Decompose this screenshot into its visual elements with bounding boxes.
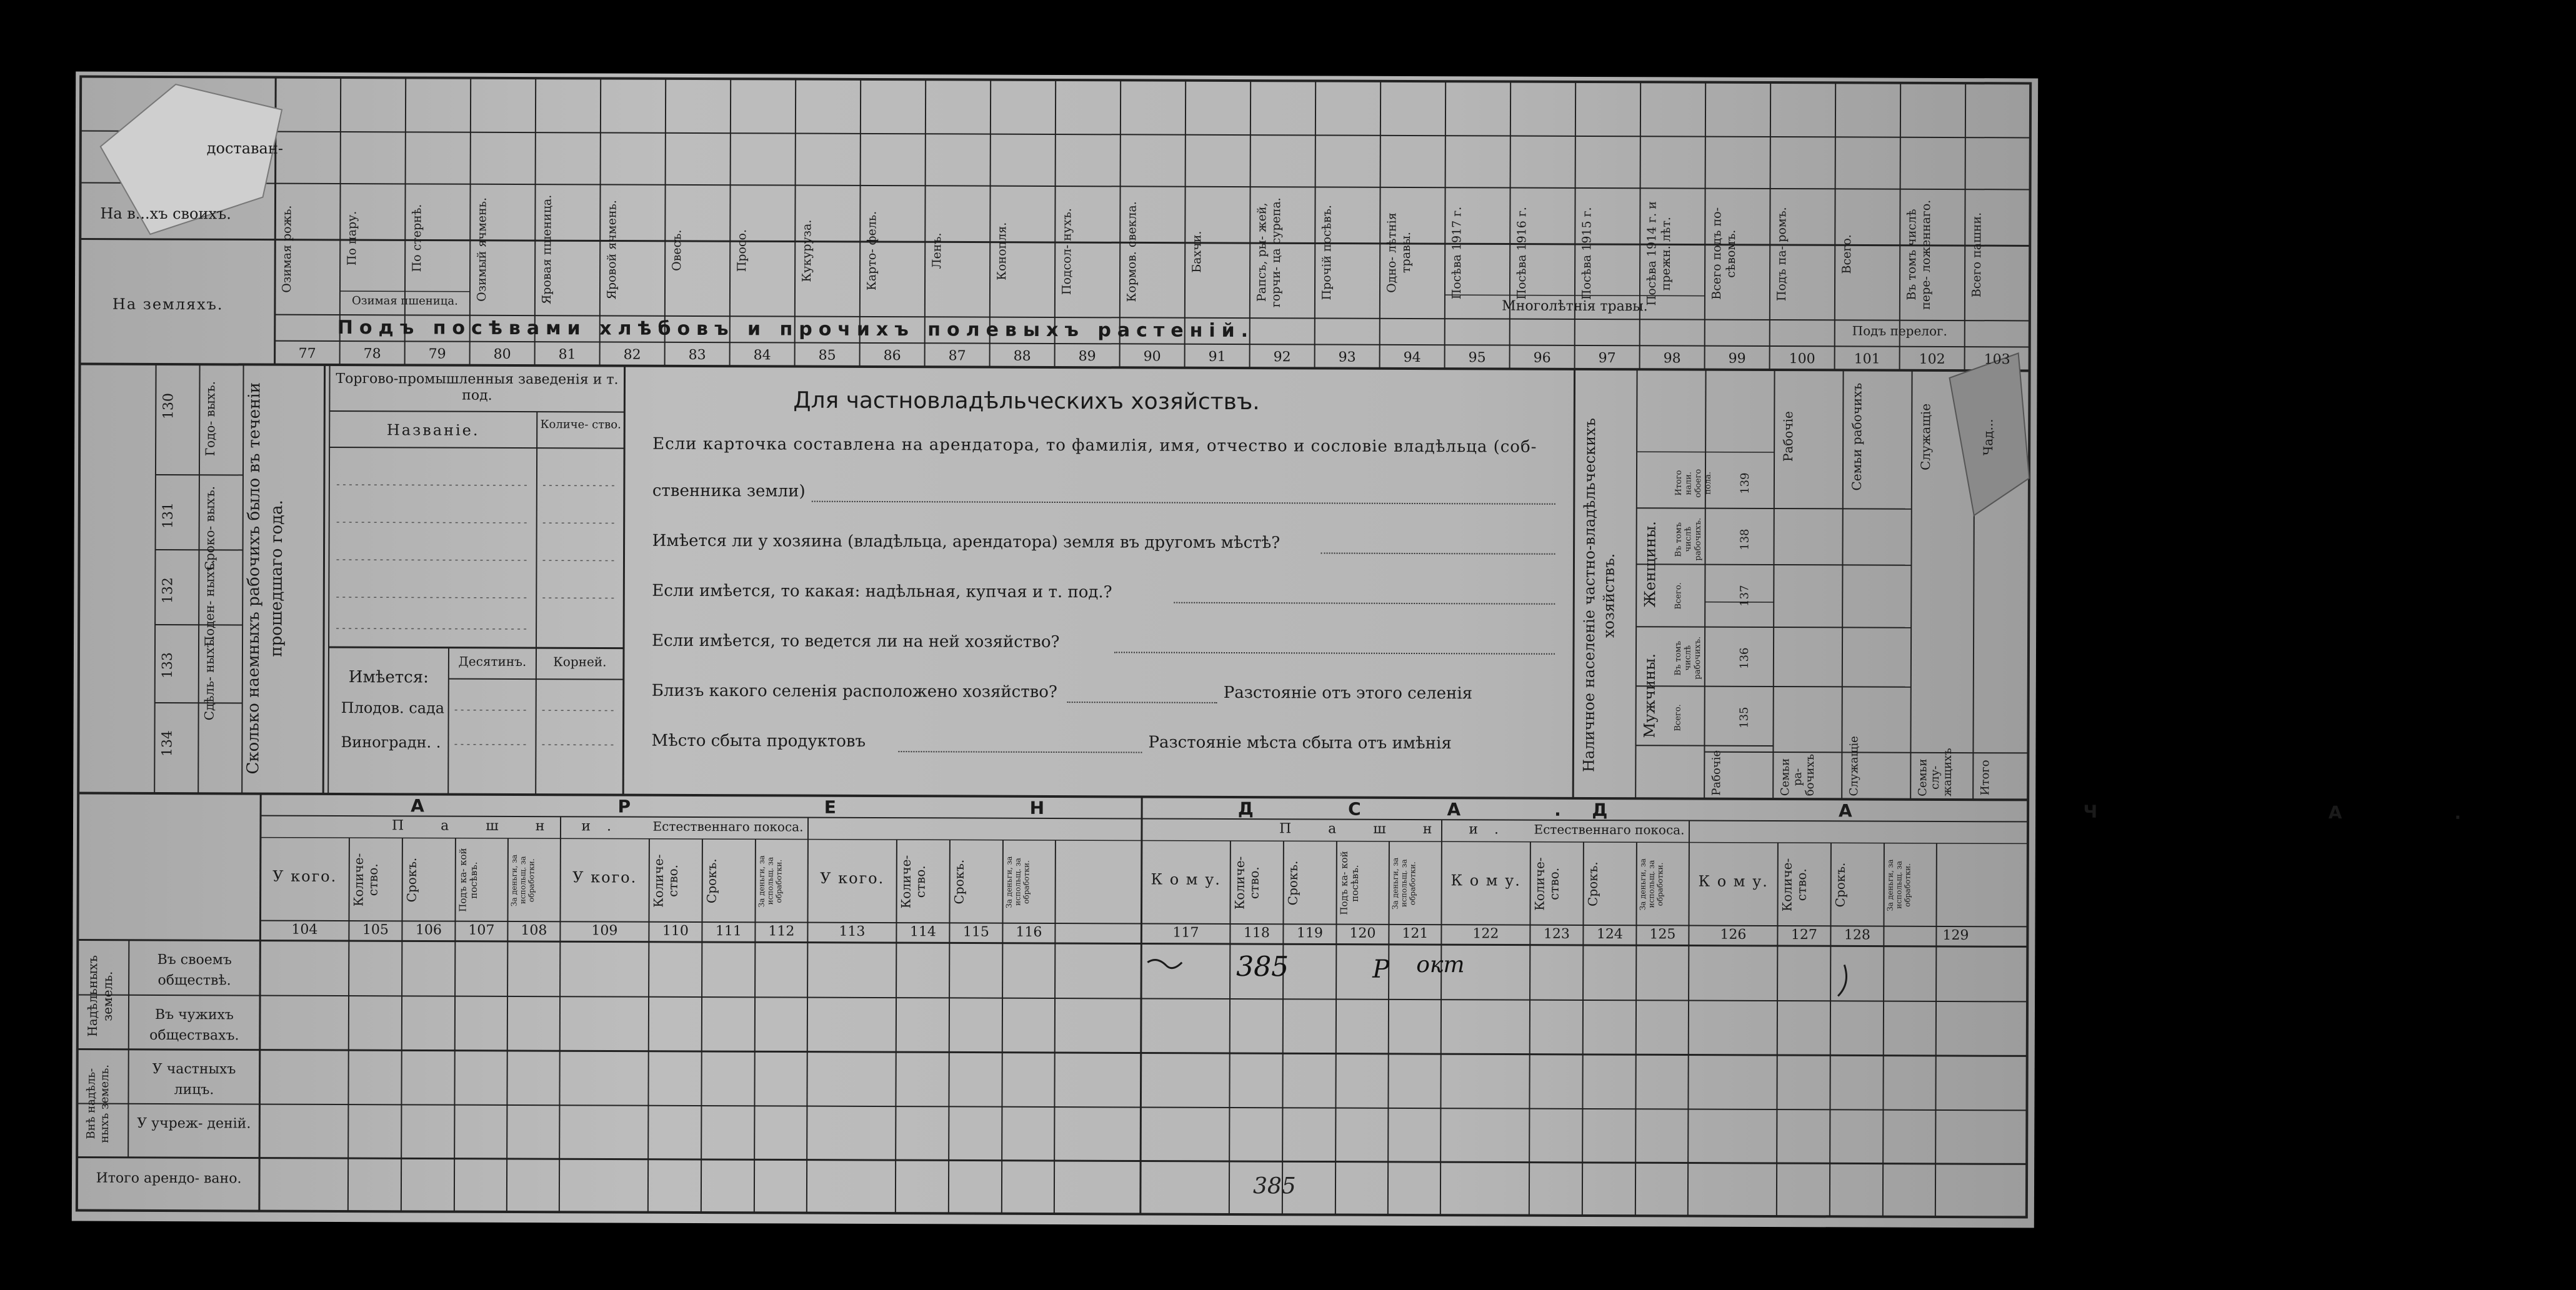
- group-winter-wheat: Озимая пшеница.: [351, 294, 458, 308]
- lease-col-number: 125: [1649, 926, 1676, 943]
- column-label: Карто- фель.: [865, 211, 879, 291]
- population-bottom-label: Рабочiе: [1710, 750, 1724, 796]
- men-label: Мужчины.: [1640, 653, 1659, 738]
- column-number: 87: [948, 348, 966, 364]
- private-title: Для частновладѣльческихъ хозяйствъ.: [793, 387, 1260, 415]
- column-number: 80: [493, 346, 511, 362]
- lease-col-number: 109: [591, 923, 618, 939]
- column-number: 97: [1598, 350, 1616, 367]
- lease-row-label: У учреж- денiй.: [137, 1115, 251, 1132]
- private-line-3: Имѣется ли у хозяина (владѣльца, арендатора) земля въ другомъ мѣстѣ?: [652, 531, 1281, 553]
- lease-col-header: Срокъ.: [704, 858, 719, 904]
- lease-col-number: 108: [521, 923, 547, 939]
- column-label: Посѣва 1914 г. и прежн. лѣт.: [1644, 201, 1674, 306]
- lease-col-header: Срокъ.: [404, 857, 419, 903]
- private-line-5: Если имѣется, то ведется ли на ней хозяйство?: [651, 631, 1060, 652]
- population-col-number: 136: [1737, 647, 1752, 670]
- hired-col-number: 132: [160, 577, 176, 604]
- lease-col-header: Срокъ.: [1832, 862, 1848, 908]
- column-number: 95: [1468, 350, 1486, 366]
- population-col-label: Всего.: [1674, 582, 1684, 610]
- sdacha-pokos: Естественнаго покоса.: [1534, 821, 1685, 838]
- lease-col-header: Подъ ка- кой посѣвъ.: [1338, 851, 1361, 915]
- handwritten-month: окт: [1416, 952, 1465, 978]
- sdacha-heading: С Д А Ч А.: [1348, 798, 2574, 824]
- trade-col-qty: Количе- ство.: [540, 418, 621, 432]
- population-col-label: Въ томъ числѣ рабочихъ.: [1673, 637, 1703, 680]
- column-number: 98: [1663, 350, 1681, 367]
- population-col-number: 135: [1737, 707, 1751, 729]
- lease-col-number: 128: [1844, 927, 1870, 943]
- trade-col-name: Названiе.: [386, 421, 480, 439]
- lease-col-header: За деньги, за испольщ. за обработки.: [1390, 857, 1417, 910]
- hired-col-number: 134: [159, 730, 176, 757]
- column-label: Рапсъ, ры- жей, горчи- ца сурепа.: [1254, 197, 1284, 307]
- column-label: Прочiй посѣвъ.: [1319, 204, 1334, 300]
- lease-col-number: 113: [839, 923, 866, 940]
- column-label: По пару.: [345, 211, 359, 265]
- population-col-number: 137: [1738, 585, 1752, 607]
- hired-col-number: 133: [159, 652, 176, 679]
- population-col-number: 138: [1738, 528, 1752, 551]
- lease-col-header: За деньги, за испольщ. за обработки.: [1885, 859, 1912, 911]
- population-right-label: Служащiе: [1918, 404, 1934, 471]
- lease-col-header: За деньги, за испольщ. за обработки.: [1004, 856, 1031, 908]
- footer-handwritten-number: 385: [1252, 1173, 1296, 1199]
- column-number: 92: [1273, 349, 1291, 365]
- private-line-6: Близъ какого селенiя расположено хозяйство?: [651, 681, 1057, 702]
- column-label: Конопля.: [995, 222, 1009, 280]
- lease-col-number: 105: [362, 922, 389, 938]
- lease-col-number: 117: [1172, 925, 1199, 941]
- column-label: Яровой ячмень.: [604, 200, 619, 300]
- private-line-9: Разстоянiе мѣста сбыта отъ имѣнiя: [1148, 733, 1452, 753]
- lease-col-number: 121: [1402, 925, 1429, 942]
- lease-col-number: 122: [1472, 926, 1499, 942]
- lease-row-label: Въ чужихъ обществахъ.: [149, 1006, 239, 1044]
- lease-col-number: 119: [1296, 925, 1323, 941]
- lease-col-number: 120: [1349, 925, 1376, 941]
- lease-col-number: 118: [1243, 925, 1270, 941]
- population-title: Наличное населенiе частно-владѣльческихъ хозяйствъ.: [1580, 418, 1618, 773]
- lease-col-number: 115: [962, 924, 989, 940]
- population-bottom-label: Семьи слу- жащихъ: [1916, 748, 1955, 797]
- row-orchard: Плодов. сада: [341, 699, 445, 717]
- population-bottom-label: Служащiе: [1847, 736, 1861, 796]
- column-number: 99: [1728, 350, 1746, 367]
- column-number: 93: [1338, 349, 1356, 365]
- column-label: Одно- лѣтнiя травы.: [1384, 212, 1414, 293]
- lease-col-number: 127: [1790, 927, 1817, 943]
- column-number: 102: [1919, 351, 1945, 367]
- lease-col-header: Количе- ство.: [1232, 856, 1262, 910]
- column-number: 83: [688, 347, 706, 364]
- population-bottom-label: Семьи ра- бочихъ: [1779, 753, 1817, 796]
- column-number: 91: [1208, 349, 1226, 365]
- lease-col-number: 107: [468, 922, 495, 938]
- column-label: Въ томъ числѣ пере- ложеннаго.: [1904, 199, 1934, 310]
- lease-col-header: Срокъ.: [951, 859, 967, 905]
- trade-title: Торгово-промышленныя заведенiя и т. под.: [336, 370, 619, 404]
- lease-row-label: Въ своемъ обществѣ.: [157, 951, 232, 989]
- lease-col-header: Количе- ство.: [898, 855, 928, 908]
- population-col-number: 139: [1738, 472, 1752, 495]
- column-label: По стернѣ.: [410, 204, 424, 272]
- column-label: Всего пашни.: [1969, 212, 1984, 297]
- column-number: 94: [1403, 349, 1421, 366]
- sdacha-pashni: П а ш н и.: [1279, 821, 1515, 838]
- lease-col-header: Срокъ.: [1585, 861, 1600, 906]
- lease-col-number: 124: [1596, 926, 1623, 943]
- private-line-4: Если имѣется, то какая: надѣльная, купчая и т. под.?: [652, 581, 1112, 602]
- arenda-pokos: Естественнаго покоса.: [652, 818, 804, 835]
- lease-col-header: У кого.: [272, 867, 337, 885]
- col-desyatin: Десятинъ.: [458, 653, 527, 670]
- row-label-own: На в...хъ своихъ.: [100, 204, 232, 223]
- column-label: Кукуруза.: [800, 219, 814, 282]
- column-number: 85: [818, 347, 836, 364]
- hired-type-label: Сдѣль- ныхъ.: [201, 635, 217, 721]
- lease-row-label: Итого арендо- вано.: [96, 1170, 242, 1187]
- lease-col-number: 110: [662, 923, 689, 939]
- column-label: Просо.: [735, 229, 749, 272]
- column-label: Посѣва 1916 г.: [1514, 206, 1529, 300]
- column-label: Озимая рожь.: [279, 205, 294, 293]
- group-fallow: Подъ перелог.: [1852, 323, 1947, 339]
- hired-col-number: 131: [160, 502, 176, 529]
- lease-col-header: К о м у.: [1698, 872, 1769, 890]
- lease-col-header: За деньги, за испольщ. за обработки.: [1638, 858, 1665, 910]
- crops-banner: Подъ посѣвами хлѣбовъ и прочихъ полевыхъ растенiй.: [337, 316, 1255, 342]
- population-col-label: Всего.: [1673, 703, 1683, 732]
- lease-col-header: Количе- ство.: [1779, 858, 1809, 911]
- column-label: Посѣва 1915 г.: [1579, 207, 1594, 300]
- lease-col-header: Количе- ство.: [1532, 856, 1562, 911]
- have-label: Имѣется:: [348, 668, 429, 687]
- column-number: 81: [558, 347, 576, 363]
- row-label-lands: На земляхъ.: [112, 295, 224, 314]
- column-label: Кормов. свекла.: [1124, 201, 1139, 302]
- row-vineyard: Виноградн. .: [341, 733, 441, 752]
- hired-col-number: 130: [161, 393, 177, 420]
- lease-row-label: У частныхъ лицъ.: [152, 1061, 236, 1098]
- lease-col-header: К о м у.: [1450, 871, 1521, 890]
- column-number: 88: [1013, 348, 1031, 364]
- lease-col-number: 116: [1016, 924, 1042, 940]
- population-col-label: Въ томъ числѣ рабочихъ.: [1674, 518, 1703, 561]
- column-label: Овесъ.: [670, 229, 684, 271]
- group-perennial: Многолѣтнiя травы.: [1502, 298, 1648, 315]
- column-number: 96: [1533, 350, 1551, 366]
- lease-col-header: У кого.: [572, 868, 637, 886]
- handwritten-number: 385: [1236, 951, 1289, 983]
- column-label: Подсол- нухъ.: [1059, 208, 1074, 295]
- lease-col-header: За деньги, за испольщ. за обработки.: [757, 855, 784, 907]
- column-number: 100: [1789, 351, 1815, 367]
- census-card: [72, 72, 2574, 1228]
- lease-col-header: Подъ ка- кой посѣвъ.: [457, 848, 480, 912]
- private-line-2: ственника земли): [652, 481, 806, 501]
- column-label: Ленъ.: [930, 232, 944, 269]
- column-number: 86: [883, 348, 901, 364]
- women-label: Женщины.: [1641, 521, 1659, 608]
- lease-col-number: 114: [909, 924, 936, 940]
- column-number: 77: [298, 345, 316, 362]
- private-line-1: Если карточка составлена на арендатора, то фамилiя, имя, отчество и сословiе владѣльца (соб-: [652, 434, 1537, 457]
- col-roots: Корней.: [553, 654, 607, 670]
- column-label: Яровая пшеница.: [539, 194, 554, 305]
- population-right-label: Рабочiе: [1780, 411, 1796, 462]
- lease-col-number: 112: [768, 923, 795, 940]
- lease-col-number: 123: [1543, 926, 1570, 942]
- lease-col-header: К о м у.: [1151, 870, 1221, 888]
- column-label: Всего.: [1840, 234, 1854, 274]
- lease-col-number: 106: [415, 922, 442, 938]
- lease-col-number: 126: [1720, 926, 1747, 943]
- arenda-pashni: П а ш н и.: [391, 818, 628, 835]
- lease-group-label: Надѣльныхъ земель.: [84, 955, 116, 1037]
- row-label-leased: доставан-: [206, 139, 284, 157]
- lease-col-header: Количе- ство.: [351, 853, 381, 906]
- lease-col-number: 129: [1942, 927, 1969, 944]
- population-col-label: Итого нали. обоего пола.: [1674, 469, 1713, 498]
- lease-col-number: 111: [715, 923, 742, 940]
- column-label: Посѣва 1917 г.: [1449, 206, 1464, 300]
- column-number: 101: [1854, 351, 1880, 367]
- private-line-7: Разстоянiе отъ этого селенiя: [1223, 683, 1473, 703]
- column-number: 90: [1143, 349, 1161, 365]
- arenda-heading: А Р Е Н Д А.: [411, 795, 1655, 821]
- hired-type-label: Сроко- выхъ.: [202, 485, 217, 570]
- population-right-label: Чад...: [1980, 419, 1996, 456]
- hired-type-label: Поден- ныхъ.: [202, 559, 217, 647]
- hired-title: Сколько наемныхъ рабочихъ было въ теченiи прошедшаго года.: [244, 382, 287, 775]
- column-number: 89: [1078, 349, 1096, 365]
- private-line-8: Мѣсто сбыта продуктовъ: [651, 731, 866, 751]
- column-label: Всего подъ по- сѣвомъ.: [1709, 207, 1739, 300]
- column-label: Подъ па- ромъ.: [1774, 207, 1789, 302]
- column-number: 78: [363, 346, 381, 362]
- population-right-label: Семьи рабочихъ: [1849, 383, 1865, 491]
- lease-col-header: Количе- ство.: [651, 854, 681, 908]
- column-label: Бахчи.: [1190, 231, 1204, 273]
- column-number: 79: [428, 346, 446, 362]
- column-label: Озимый ячмень.: [474, 197, 489, 302]
- column-number: 82: [623, 347, 641, 363]
- handwritten-letter: Р: [1372, 955, 1390, 984]
- column-number: 103: [1984, 352, 2010, 368]
- lease-group-label: Внѣ надѣль- ныхъ земель.: [84, 1064, 112, 1144]
- lease-col-header: За деньги, за испольщ. за обработки.: [509, 854, 536, 906]
- lease-col-number: 104: [291, 921, 318, 938]
- lease-col-header: Срокъ.: [1285, 860, 1300, 906]
- column-number: 84: [753, 347, 771, 364]
- population-bottom-label: Итого: [1979, 760, 1992, 796]
- hired-type-label: Годо- выхъ.: [202, 381, 218, 457]
- lease-col-header: У кого.: [820, 869, 885, 888]
